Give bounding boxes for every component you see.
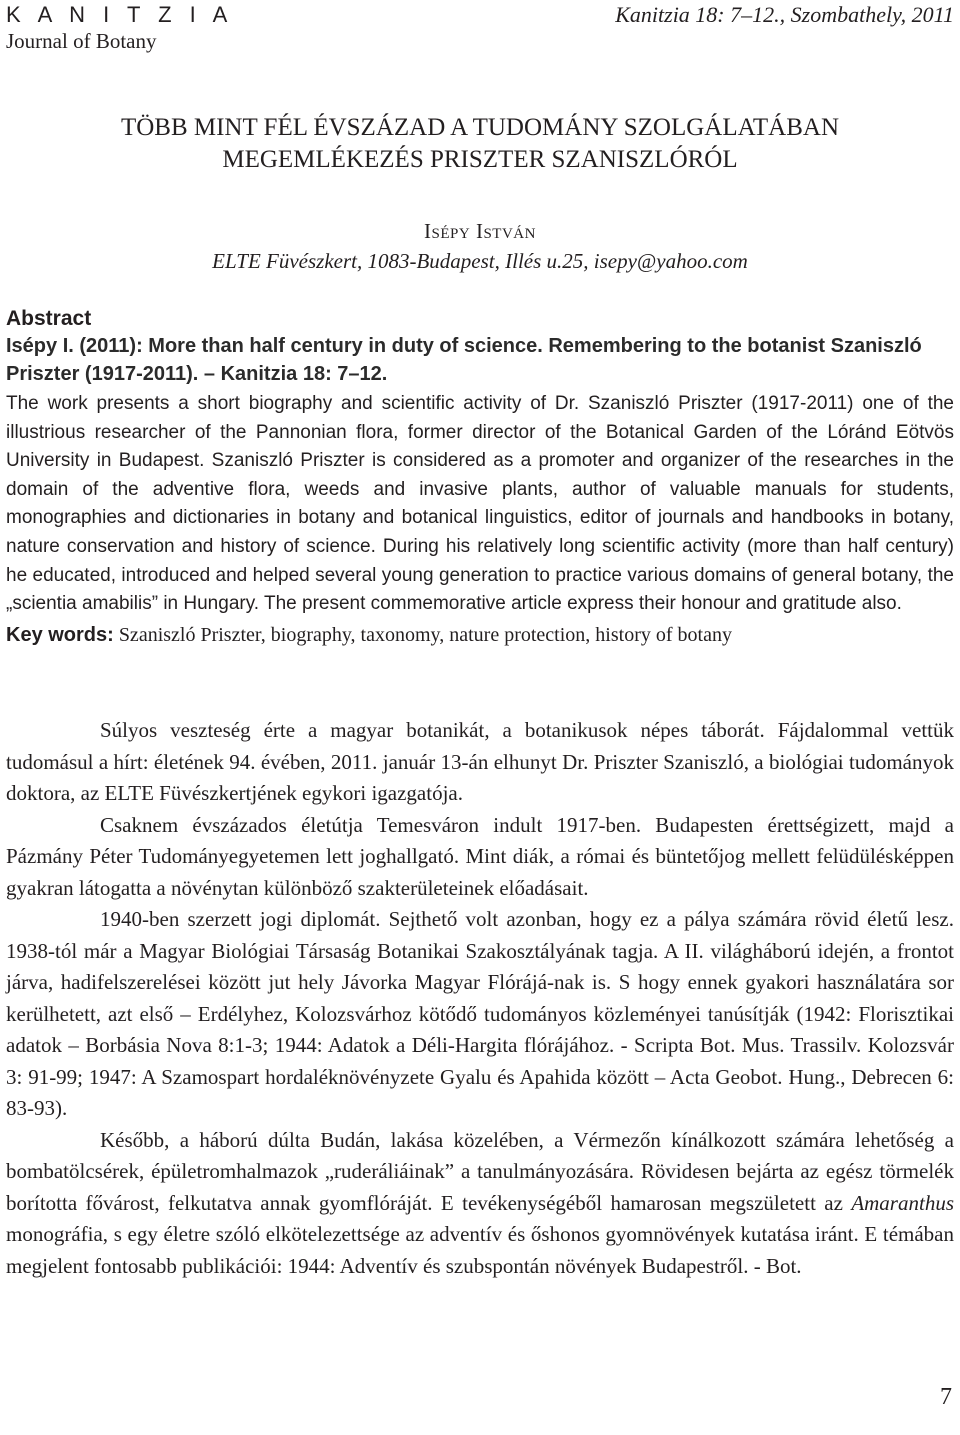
- page-number: 7: [940, 1384, 952, 1410]
- abstract-text: The work presents a short biography and scientific activity of Dr. Szaniszló Priszter (1917-2011) one of the illustrious researcher of the Pannonian flora, former director of the Botanical Garden of the Lóránd Eötvös University in Budapest. Szaniszló Priszter is considered as a promoter and organizer of the researches in the domain of the adventive flora, weeds and invasive plants, author of valuable manuals for students, monographies and dictionaries in botany and botanical linguistics, editor of journals and handbooks in botany, nature conservation and history of science. During his relatively long scientific activity (more than half century) he educated, introduced and helped several young generation to practice various domains of general botany, the „scientia amabilis” in Hungary. The present commemorative article express their honour and gratitude also.: [6, 393, 954, 615]
- journal-subtitle: Journal of Botany: [6, 29, 157, 53]
- body-p4-text-b: monográfia, s egy életre szóló elkötelezettsége az adventív és őshonos gyomnövények kutatása iránt. E témában megjelent fontosabb publikációi: 1944: Adventív és szubspontán növények Budapestről. - Bot.: [6, 1222, 954, 1278]
- keywords: [6, 621, 954, 649]
- amaranthus-genus: Amaranthus: [851, 1190, 954, 1215]
- article-body: [6, 715, 954, 1282]
- abstract-heading: Abstract: [6, 307, 92, 330]
- page-header: [6, 2, 954, 54]
- author-name: Isépy István: [424, 219, 536, 243]
- title-line-2: MEGEMLÉKEZÉS PRISZTER SZANISZLÓRÓL: [222, 146, 738, 173]
- journal-name: K A N I T Z I A: [6, 2, 234, 27]
- journal-citation: Kanitzia 18: 7–12., Szombathely, 2011: [615, 2, 954, 27]
- abstract-citation: Isépy I. (2011): More than half century in duty of science. Remembering to the botanist Szaniszló Priszter (1917-2011). – Kanitzia 18: 7–12.: [6, 335, 922, 385]
- abstract-section: [6, 306, 954, 649]
- body-paragraph-3: 1940-ben szerzett jogi diplomát. Sejthető volt azonban, hogy ez a pálya számára rövid életű lesz. 1938-tól már a Magyar Biológiai Társaság Botanikai Szakosztályának tagja. A II. világháború idején, a frontot járva, hadifelszerelései között jut hely Jávorka Magyar Flórájá-nak is. S hogy ennek gyakori használatára sor kerülhetett, azt első – Erdélyhez, Kolozsvárhoz kötődő tudományos közleményei tanúsítják (1942: Florisztikai adatok – Borbásia Nova 8:1-3; 1944: Adatok a Déli-Hargita flórájához. - Scripta Bot. Mus. Trassilv. Kolozsvár 3: 91-99; 1947: A Szamospart hordaléknövényzete Gyalu és Apahida között – Acta Geobot. Hung., Debrecen 6: 83-93).: [6, 907, 954, 1120]
- keywords-value: Szaniszló Priszter, biography, taxonomy, nature protection, history of botany: [118, 623, 732, 646]
- author-block: [0, 216, 960, 276]
- body-paragraph-2: Csaknem évszázados életútja Temesváron indult 1917-ben. Budapesten érettségizett, majd a Pázmány Péter Tudományegyetemen lett joghallgató. Mint diák, a római és büntetőjog mellett felüdülésképpen gyakran látogatta a növénytan különböző szakterületeinek előadásait.: [6, 812, 954, 900]
- author-affiliation: ELTE Füvészkert, 1083-Budapest, Illés u.25, isepy@yahoo.com: [212, 249, 748, 273]
- title-line-1: TÖBB MINT FÉL ÉVSZÁZAD A TUDOMÁNY SZOLGÁLATÁBAN: [120, 114, 840, 141]
- article-title: [0, 112, 960, 176]
- body-p4-text-a: Később, a háború dúlta Budán, lakása közelében, a Vérmezőn kínálkozott számára lehetőség a bombatölcsérek, épületromhalmazok „ruderáliáinak” a tanulmányozására. Rövidesen bejárta az egész törmelék borította fővárost, felkutatva annak gyomflóráját. E tevékenységéből hamarosan megszületett az: [6, 1127, 954, 1215]
- body-paragraph-1: Súlyos veszteség érte a magyar botanikát, a botanikusok népes táborát. Fájdalommal vettük tudomásul a hírt: életének 94. évében, 2011. január 13-án elhunyt Dr. Priszter Szaniszló, a biológiai tudományok doktora, az ELTE Füvészkertjének egykori igazgatója.: [6, 718, 954, 805]
- keywords-label: Key words:: [6, 623, 114, 646]
- body-paragraph-4: [6, 1125, 954, 1283]
